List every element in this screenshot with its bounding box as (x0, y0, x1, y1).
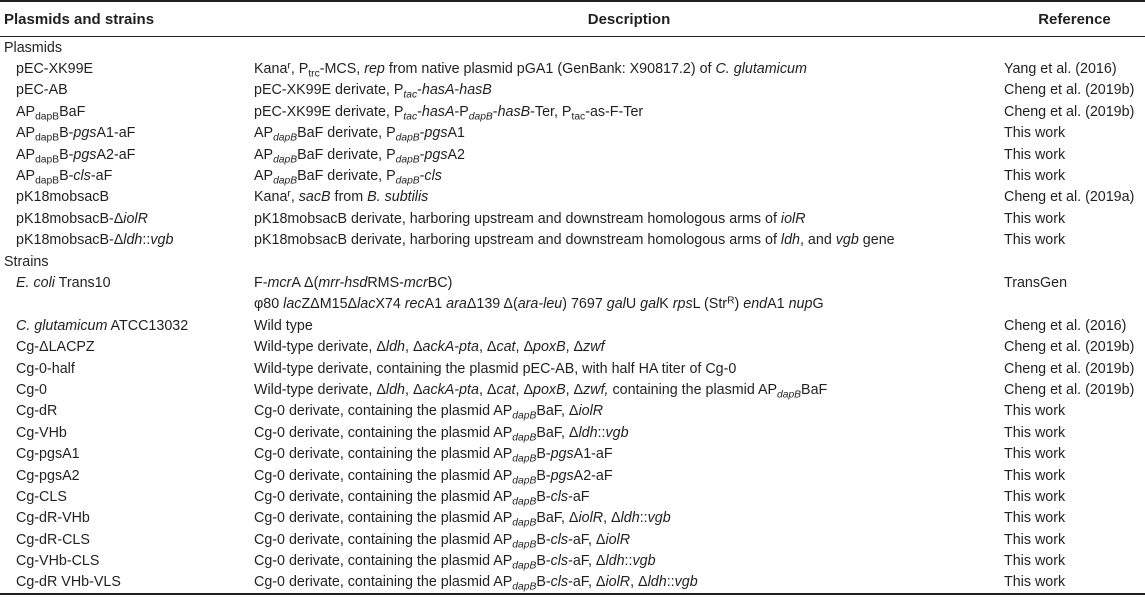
table-row (0, 443, 1145, 464)
reference-cell: This work (1004, 232, 1066, 249)
description-cell: $AP_{dapB}BaF$ derivate, $P_{dapB}$-cls (254, 168, 442, 187)
name-cell: Cg-ΔLACPZ (16, 339, 95, 356)
reference-cell: This work (1004, 531, 1066, 548)
reference-cell: This work (1004, 488, 1066, 505)
description-cell: Cg-0 derivate, containing the plasmid $AP_{dapB}B-pgsA2-aF$ (254, 467, 613, 487)
description-cell: φ80 lacZΔM15ΔlacX74 recA1 araΔ139 Δ(ara-leu) 7697 galU galK rpsL (Str$^R$) endA1 nupG (254, 295, 824, 313)
description-cell: pK18mobsacB derivate, harboring upstream and downstream homologous arms of iolR (254, 210, 806, 227)
reference-cell: Cheng et al. (2019a) (1004, 189, 1135, 206)
description-cell: $AP_{dapB}BaF$ derivate, $P_{dapB}-pgsA2$ (254, 146, 465, 166)
reference-cell: This work (1004, 574, 1066, 591)
description-cell: Cg-0 derivate, containing the plasmid $AP_{dapB}B-cls-aF$, ΔiolR, Δldh::vgb (254, 574, 698, 594)
table-row (0, 187, 1145, 208)
reference-cell: This work (1004, 403, 1066, 420)
reference-cell: This work (1004, 424, 1066, 441)
header-description: Description (587, 10, 671, 28)
description-cell: Cg-0 derivate, containing the plasmid $AP_{dapB}B-cls-aF$, Δldh::vgb (254, 553, 656, 572)
table-row (0, 422, 1145, 443)
reference-cell: Cheng et al. (2019b) (1004, 381, 1135, 398)
description-cell: Cg-0 derivate, containing the plasmid $AP_{dapB}B-cls-aF$, ΔiolR (254, 531, 631, 551)
table-row (0, 101, 1145, 122)
table-row (0, 550, 1145, 571)
table-row (0, 401, 1145, 422)
description-cell: Cg-0 derivate, containing the plasmid $AP_{dapB}BaF$, Δldh::vgb (254, 424, 629, 444)
name-cell: Cg-dR (16, 403, 58, 420)
section-label: Plasmids (4, 39, 62, 56)
name-cell: pK18mobsacB-Δldh::vgb (16, 232, 174, 249)
description-cell: pEC-XK99E derivate, $P_{tac}-hasA$-hasB (254, 82, 492, 102)
name-cell: Cg-0 (16, 381, 47, 398)
reference-cell: Cheng et al. (2019b) (1004, 339, 1135, 356)
reference-cell: Yang et al. (2016) (1004, 61, 1117, 78)
table-row (0, 336, 1145, 357)
reference-cell: This work (1004, 146, 1066, 163)
table-row (0, 529, 1145, 550)
reference-cell: TransGen (1004, 274, 1068, 291)
reference-cell: This work (1004, 553, 1066, 570)
table-row (0, 315, 1145, 336)
reference-cell: Cheng et al. (2019b) (1004, 103, 1135, 120)
table-row (0, 572, 1145, 593)
description-cell: pEC-XK99E derivate, $P_{tac}-hasA-P_{dapB}-hasB$-Ter, $P_{tac}-as-F$-Ter (254, 103, 644, 123)
header-plasmids-and-strains: Plasmids and strains (4, 10, 155, 28)
reference-cell: Cheng et al. (2019b) (1004, 82, 1135, 99)
description-cell: F-mcrA Δ(mrr-hsdRMS-mcrBC) (254, 274, 453, 291)
reference-cell: This work (1004, 510, 1066, 527)
table-row (0, 358, 1145, 379)
name-cell: Cg-VHb (16, 424, 67, 441)
description-cell: Wild type (254, 317, 313, 334)
reference-cell: This work (1004, 125, 1066, 142)
name-cell: Cg-pgsA1 (16, 446, 80, 463)
table-row (0, 123, 1145, 144)
description-cell: Wild-type derivate, Δldh, ΔackA-pta, Δcat, ΔpoxB, Δzwf (254, 339, 605, 356)
reference-cell: Cheng et al. (2016) (1004, 317, 1127, 334)
table-row (0, 379, 1145, 400)
section-row-plasmids (0, 37, 1145, 58)
description-cell: Cg-0 derivate, containing the plasmid $AP_{dapB}BaF$, ΔiolR, Δldh::vgb (254, 510, 671, 529)
table-row (0, 80, 1145, 101)
table-row (0, 465, 1145, 486)
table-header-row (0, 2, 1145, 36)
name-cell: Cg-CLS (16, 488, 67, 505)
header-reference: Reference (1038, 10, 1111, 28)
description-cell: $AP_{dapB}BaF$ derivate, $P_{dapB}-pgsA1$ (254, 125, 465, 144)
table-body (0, 37, 1145, 593)
table-row (0, 58, 1145, 79)
name-cell: pEC-AB (16, 82, 68, 99)
name-cell: pEC-XK99E (16, 61, 94, 78)
name-cell: $AP_{dapB}B-pgsA2-aF$ (16, 146, 136, 166)
table-row (0, 294, 1145, 315)
name-cell: E. coli Trans10 (16, 274, 111, 291)
name-cell: C. glutamicum ATCC13032 (16, 317, 189, 334)
table-row (0, 144, 1145, 165)
table-row (0, 165, 1145, 186)
section-label: Strains (4, 253, 49, 270)
reference-cell: This work (1004, 446, 1066, 463)
table-bottom-rule (0, 593, 1145, 595)
section-row-strains (0, 251, 1145, 272)
name-cell: $AP_{dapB}BaF$ (16, 103, 86, 123)
name-cell: Cg-dR VHb-VLS (16, 574, 121, 591)
table-row (0, 508, 1145, 529)
name-cell: Cg-dR-VHb (16, 510, 90, 527)
name-cell: Cg-pgsA2 (16, 467, 80, 484)
table-row (0, 230, 1145, 251)
description-cell: Kana$^r$, sacB from B. subtilis (254, 188, 429, 206)
name-cell: Cg-VHb-CLS (16, 553, 100, 570)
description-cell: Wild-type derivate, Δldh, ΔackA-pta, Δcat, ΔpoxB, Δzwf, containing the plasmid $AP_{dapB}BaF$ (254, 381, 828, 401)
description-cell: Cg-0 derivate, containing the plasmid $AP_{dapB}B-pgsA1-aF$ (254, 446, 613, 465)
reference-cell: Cheng et al. (2019b) (1004, 360, 1135, 377)
name-cell: $AP_{dapB}B-pgsA1-aF$ (16, 125, 136, 144)
name-cell: Cg-0-half (16, 360, 75, 377)
table-row (0, 208, 1145, 229)
description-cell: Kana$^r$, $P_{trc}$-MCS, rep from native plasmid pGA1 (GenBank: X90817.2) of C. glutamicum (254, 60, 807, 80)
table-row (0, 486, 1145, 507)
name-cell: pK18mobsacB (16, 189, 109, 206)
name-cell: pK18mobsacB-ΔiolR (16, 210, 148, 227)
description-cell: Wild-type derivate, containing the plasmid pEC-AB, with half HA titer of Cg-0 (254, 360, 737, 377)
description-cell: pK18mobsacB derivate, harboring upstream and downstream homologous arms of ldh, and vgb gene (254, 232, 895, 249)
description-cell: Cg-0 derivate, containing the plasmid $AP_{dapB}BaF$, ΔiolR (254, 403, 604, 422)
name-cell: Cg-dR-CLS (16, 531, 90, 548)
reference-cell: This work (1004, 168, 1066, 185)
name-cell: $AP_{dapB}B-cls-aF$ (16, 168, 113, 187)
reference-cell: This work (1004, 467, 1066, 484)
description-cell: Cg-0 derivate, containing the plasmid $AP_{dapB}B-cls-aF$ (254, 488, 590, 508)
reference-cell: This work (1004, 210, 1066, 227)
table-row (0, 272, 1145, 293)
